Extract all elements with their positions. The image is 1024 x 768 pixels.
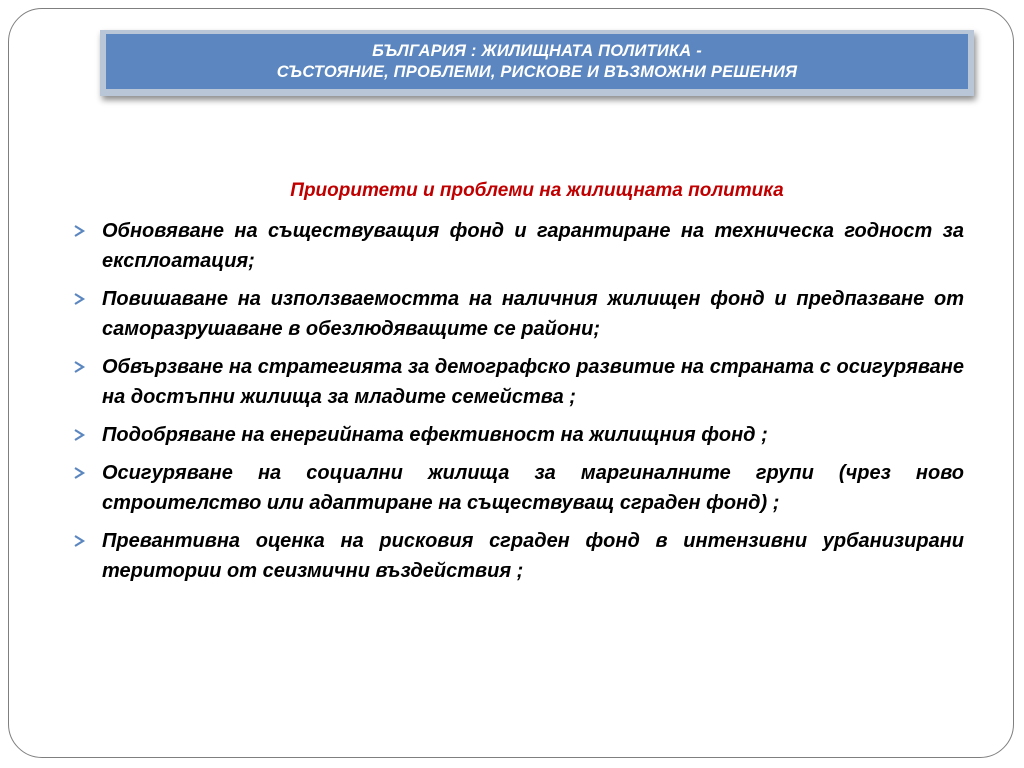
- chevron-right-icon: [72, 355, 88, 379]
- title-box: [106, 34, 968, 89]
- title-line-1: БЪЛГАРИЯ : ЖИЛИЩНАТА ПОЛИТИКА -: [372, 41, 702, 60]
- title-banner: [100, 30, 974, 96]
- bullet-item: [72, 420, 964, 450]
- bullet-text: Повишаване на използваемостта на наличния жилищен фонд и предпазване от саморазрушаване в обезлюдяващите се райони;: [102, 288, 964, 340]
- bullet-text: Превантивна оценка на рисковия сграден фонд в интензивни урбанизирани територии от сеизмични въздействия ;: [102, 530, 964, 582]
- bullet-item: [72, 458, 964, 518]
- bullet-item: [72, 352, 964, 412]
- chevron-right-icon: [72, 461, 88, 485]
- bullet-text: Подобряване на енергийната ефективност на жилищния фонд ;: [102, 424, 768, 446]
- bullet-list: [72, 216, 964, 594]
- chevron-right-icon: [72, 287, 88, 311]
- section-subtitle: Приоритети и проблеми на жилищната политика: [290, 180, 784, 201]
- chevron-right-icon: [72, 219, 88, 243]
- bullet-text: Обвързване на стратегията за демографско развитие на страната с осигуряване на достъпни жилища за младите семейства ;: [102, 356, 964, 408]
- chevron-right-icon: [72, 423, 88, 447]
- bullet-text: Осигуряване на социални жилища за маргиналните групи (чрез ново строителство или адаптиране на съществуващ сграден фонд) ;: [102, 462, 964, 514]
- bullet-item: [72, 216, 964, 276]
- bullet-item: [72, 284, 964, 344]
- title-line-2: СЪСТОЯНИЕ, ПРОБЛЕМИ, РИСКОВЕ И ВЪЗМОЖНИ РЕШЕНИЯ: [276, 62, 798, 81]
- bullet-item: [72, 526, 964, 586]
- chevron-right-icon: [72, 529, 88, 553]
- bullet-text: Обновяване на съществуващия фонд и гарантиране на техническа годност за експлоатация;: [102, 220, 964, 272]
